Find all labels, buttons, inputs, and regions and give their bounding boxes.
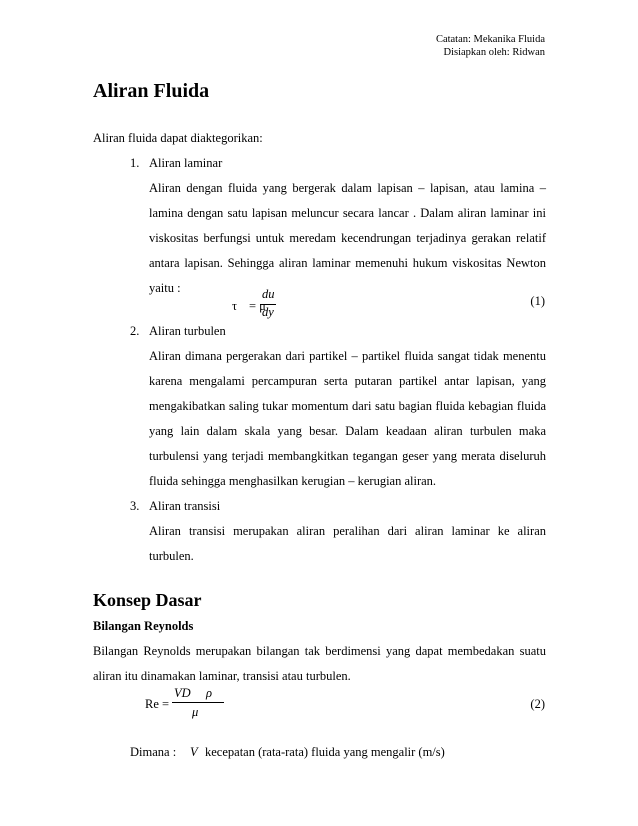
turbulen-line-6: fluida sehingga menghasilkan kerugian – kerugian aliran. <box>149 474 437 488</box>
turbulen-line-1: Aliran dimana pergerakan dari partikel – partikel fluida sangat tidak menentu <box>149 349 546 363</box>
eq2-denominator-mu: μ <box>192 705 199 719</box>
eq2-numerator-rho: ρ <box>206 686 212 700</box>
where-symbol-v: V <box>190 745 198 759</box>
eq1-tau: τ <box>232 299 238 313</box>
page-header <box>436 33 545 59</box>
laminar-line-4: antara lapisan. Sehingga aliran laminar memenuhi hukum viskositas Newton <box>149 256 546 270</box>
laminar-line-1: Aliran dengan fluida yang bergerak dalam lapisan – lapisan, atau lamina – <box>149 181 546 195</box>
subtitle-bilangan-reynolds: Bilangan Reynolds <box>93 619 194 633</box>
list-number-1: 1. <box>130 156 140 170</box>
eq1-equals-mu: = μ <box>249 299 266 313</box>
reynolds-line-2: aliran itu dinamakan laminar, transisi atau turbulen. <box>93 669 351 683</box>
list-number-3: 3. <box>130 499 140 513</box>
reynolds-line-1: Bilangan Reynolds merupakan bilangan tak berdimensi yang dapat membedakan suatu <box>93 644 546 658</box>
eq2-re-equals: Re = <box>145 697 170 711</box>
section-title-aliran-fluida: Aliran Fluida <box>93 80 210 102</box>
eq2-fraction-bar <box>172 702 224 703</box>
turbulen-line-3: mengakibatkan saling tukar momentum dari satu bagian fluida kebagian fluida <box>149 399 546 413</box>
eq2-numerator-vd: VD <box>174 686 191 700</box>
laminar-line-2: lamina dengan satu lapisan meluncur secara lancar . Dalam aliran laminar ini <box>149 206 546 220</box>
section-title-konsep-dasar: Konsep Dasar <box>93 590 202 610</box>
transisi-line-2: turbulen. <box>149 549 194 563</box>
turbulen-line-5: turbulensi yang terjadi membangkitkan tegangan geser yang merata diseluruh <box>149 449 546 463</box>
where-label: Dimana : <box>130 745 177 759</box>
laminar-line-3: viskositas berfungsi untuk meredam kecendrungan terjadinya gerakan relatif <box>149 231 546 245</box>
where-description: kecepatan (rata-rata) fluida yang mengalir (m/s) <box>205 745 445 759</box>
list-heading-transisi: Aliran transisi <box>149 499 221 513</box>
laminar-line-5: yaitu : <box>149 281 181 295</box>
turbulen-line-2: karena mengalami percampuran serta putaran partikel antar lapisan, yang <box>149 374 546 388</box>
turbulen-line-4: yang lain dalam skala yang besar. Dalam keadaan aliran turbulen maka <box>149 424 546 438</box>
header-line-1: Catatan: Mekanika Fluida <box>435 34 545 45</box>
list-number-2: 2. <box>130 324 140 338</box>
header-line-2: Disiapkan oleh: Ridwan <box>443 47 545 58</box>
transisi-line-1: Aliran transisi merupakan aliran peralihan dari aliran laminar ke aliran <box>149 524 546 538</box>
eq1-numerator: du <box>262 287 275 301</box>
intro-text: Aliran fluida dapat diaktegorikan: <box>93 131 263 145</box>
eq1-denominator: dy <box>262 305 274 319</box>
list-heading-laminar: Aliran laminar <box>149 156 223 170</box>
eq1-number: (1) <box>530 294 545 308</box>
eq2-number: (2) <box>530 697 545 711</box>
list-heading-turbulen: Aliran turbulen <box>149 324 226 338</box>
